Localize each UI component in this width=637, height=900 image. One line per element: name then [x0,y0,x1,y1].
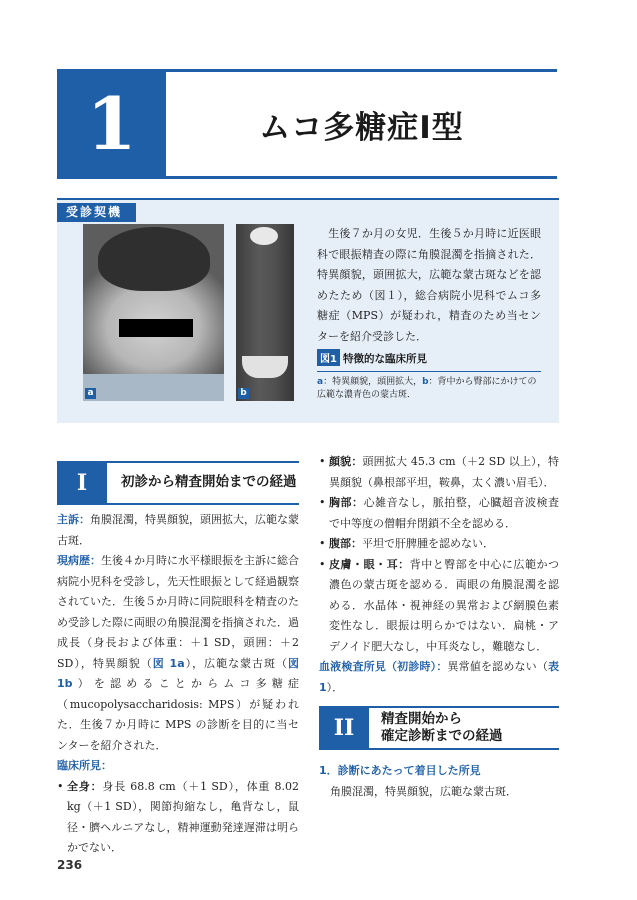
patient-back-photo [236,224,294,401]
section-2-number: II [319,706,369,750]
finding-whole-body: • 全身：身長 68.8 cm（＋1 SD），体重 8.02 kg（＋1 SD），関節拘縮なし，亀背なし，鼠径・臍ヘルニアなし，精神運動発達遅滞は明らかでない． [57,777,299,859]
chapter-title: ムコ多糖症I型 [259,109,464,146]
figure-description: a：特異顔貌，頭囲拡大，b：背中から臀部にかけての広範な濃青色の蒙古斑． [317,377,537,400]
subsection-1 [319,761,559,802]
section-2-title: 精査開始から 確定診断までの経過 [381,711,503,744]
clinical-findings-label: 臨床所見： [57,759,112,772]
figure-caption [317,347,541,402]
blood-test-findings: 血液検査所見（初診時）：異常値を認めない（表 1）． [319,660,559,694]
photo-hair-shape [98,227,210,291]
photo-eye-censor-bar [119,319,193,337]
chapter-number: 1 [86,81,137,166]
photo-b-label: b [238,388,249,399]
photo-a-label: a [85,388,96,399]
section-1-rule-bottom [107,503,299,505]
section-2-heading [319,706,559,750]
section-1-number: I [57,461,107,505]
photo-diaper-shape [242,356,288,378]
header-rule-bottom [166,176,557,179]
finding-face: • 顔貌：頭囲拡大 45.3 cm（＋2 SD 以上），特異顔貌（鼻根部平坦，鞍鼻，太く濃い眉毛）． [319,452,559,493]
section-1-rule-top [107,461,299,463]
figure-caption-rule [317,371,541,372]
chief-complaint: 主訴：角膜混濁，特異顔貌，頭囲拡大，広範な蒙古斑． [57,513,299,547]
section-2-rule-bottom [369,748,559,750]
photo-shirt-shape [83,374,224,401]
figure-label: 図1 [317,349,340,366]
visit-tab-label: 受診契機 [57,203,136,222]
patient-face-photo [83,224,224,401]
finding-skin-eye-ear: • 皮膚・眼・耳：背中と臀部を中心に広範かつ濃色の蒙古斑を認める．両眼の角膜混濁を認める．水晶体・視神経の異常および網膜色素変性なし．眼振は明らかではない．扁桃・アデノイド肥大なし，中耳炎なし，難聴なし． [319,555,559,658]
section-2-rule-top [369,706,559,708]
finding-abdomen: • 腹部：平坦で肝脾腫を認めない． [319,534,559,555]
finding-chest: • 胸部：心雑音なし，脈拍整，心臓超音波検査で中等度の僧帽弁閉鎖不全を認める． [319,493,559,534]
subsection-1-heading: 1．診断にあたって着目した所見 [319,764,481,777]
visit-paragraph: 生後７か月の女児．生後５か月時に近医眼科で眼振精査の際に角膜混濁を指摘された．特異顔貌，頭囲拡大，広範な蒙古斑などを認めたため（図１），総合病院小児科でムコ多糖症（MPS）が疑われ，精査のため当センターを紹介受診した． [317,227,542,343]
photo-bonnet-shape [250,227,278,245]
present-history: 現病歴：生後４か月時に水平様眼振を主訴に総合病院小児科を受診し，先天性眼振として経過観察されていた．生後５か月時に同院眼科を精査のため受診した際に両眼の角膜混濁を指摘された．過成長（身長および体重：＋1 SD，頭囲：＋2 SD），特異顔貌（図 1a），広範な蒙古斑（図 1b）を認めることからムコ多糖症（mucopolysaccharidosis: MPS）が疑われた．生後７か月時に MPS の診断を目的に当センターを紹介された． [57,554,300,752]
left-column [57,510,299,859]
section-1-heading [57,461,299,505]
figure-title: 特徴的な臨床所見 [342,353,427,365]
subsection-1-text: 角膜混濁，特異顔貌，広範な蒙古斑． [330,784,517,798]
page-number: 236 [57,858,83,872]
right-column [319,452,559,698]
section-1-title: 初診から精査開始までの経過 [121,474,297,490]
